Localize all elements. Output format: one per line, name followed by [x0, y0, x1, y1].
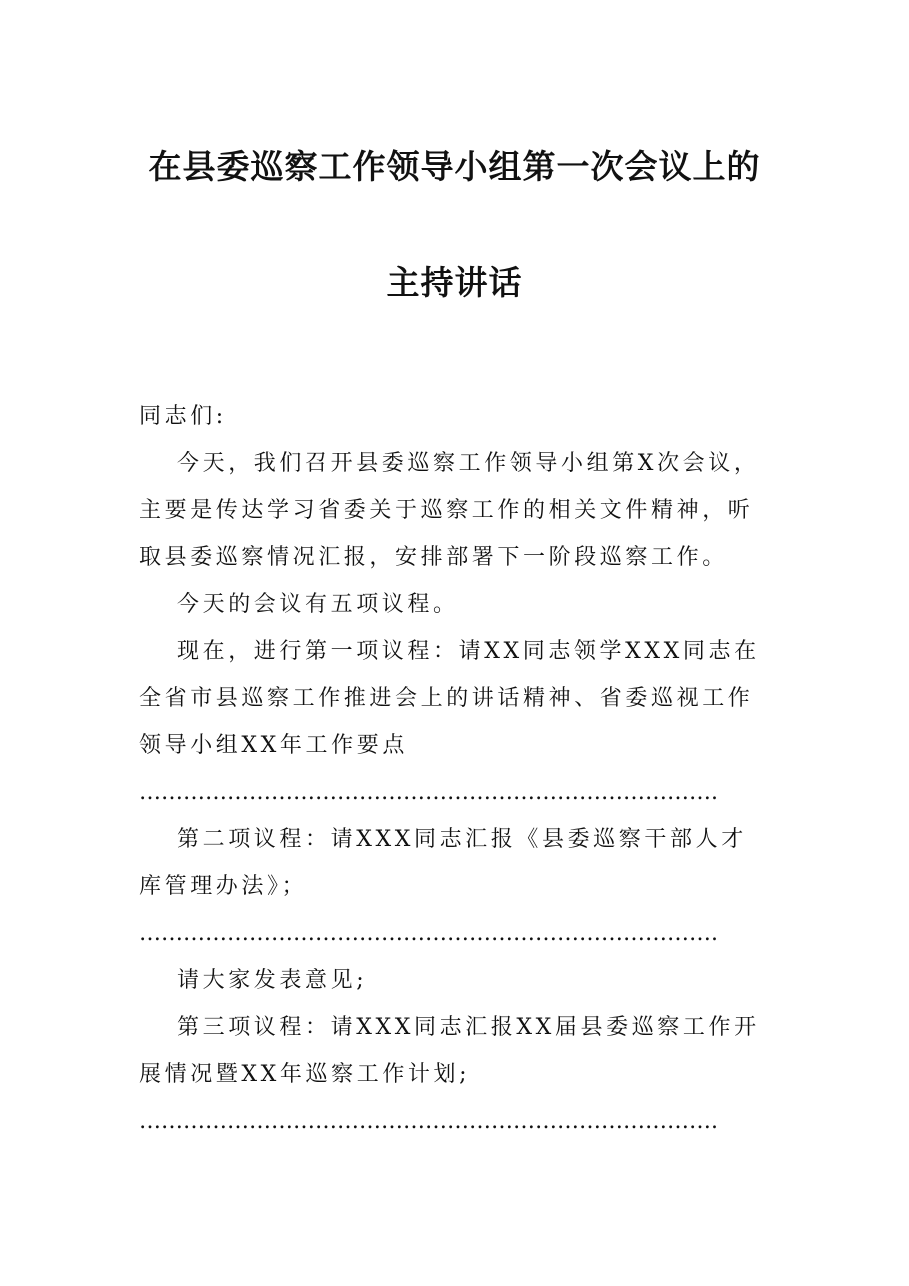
salutation: 同志们: — [139, 404, 227, 429]
document-title-line-1: 在县委巡察工作领导小组第一次会议上的 — [148, 147, 761, 186]
document-body — [139, 393, 771, 1145]
paragraph-agenda-count: 今天的会议有五项议程。 — [177, 592, 459, 617]
paragraph-opening: 今天，我们召开县委巡察工作领导小组第X次会议，主要是传达学习省委关于巡察工作的相关文件精神，听取县委巡察情况汇报，安排部署下一阶段巡察工作。 — [139, 451, 760, 570]
ellipsis-line: ……………………………………………………………………. — [139, 921, 718, 946]
paragraph-discussion: 请大家发表意见; — [177, 968, 368, 993]
paragraph-agenda-item-1: 现在，进行第一项议程：请XX同志领学XXX同志在全省市县巡察工作推进会上的讲话精神、省委巡视工作领导小组XX年工作要点 — [139, 639, 760, 758]
document-title-line-2: 主持讲话 — [386, 263, 523, 302]
ellipsis-line: ……………………………………………………………………. — [139, 1109, 718, 1134]
ellipsis-line: ……………………………………………………………………. — [139, 780, 718, 805]
paragraph-agenda-item-2: 第二项议程：请XXX同志汇报《县委巡察干部人才库管理办法》； — [139, 827, 747, 899]
paragraph-agenda-item-3: 第三项议程：请XXX同志汇报XX届县委巡察工作开展情况暨XX年巡察工作计划; — [139, 1015, 760, 1087]
